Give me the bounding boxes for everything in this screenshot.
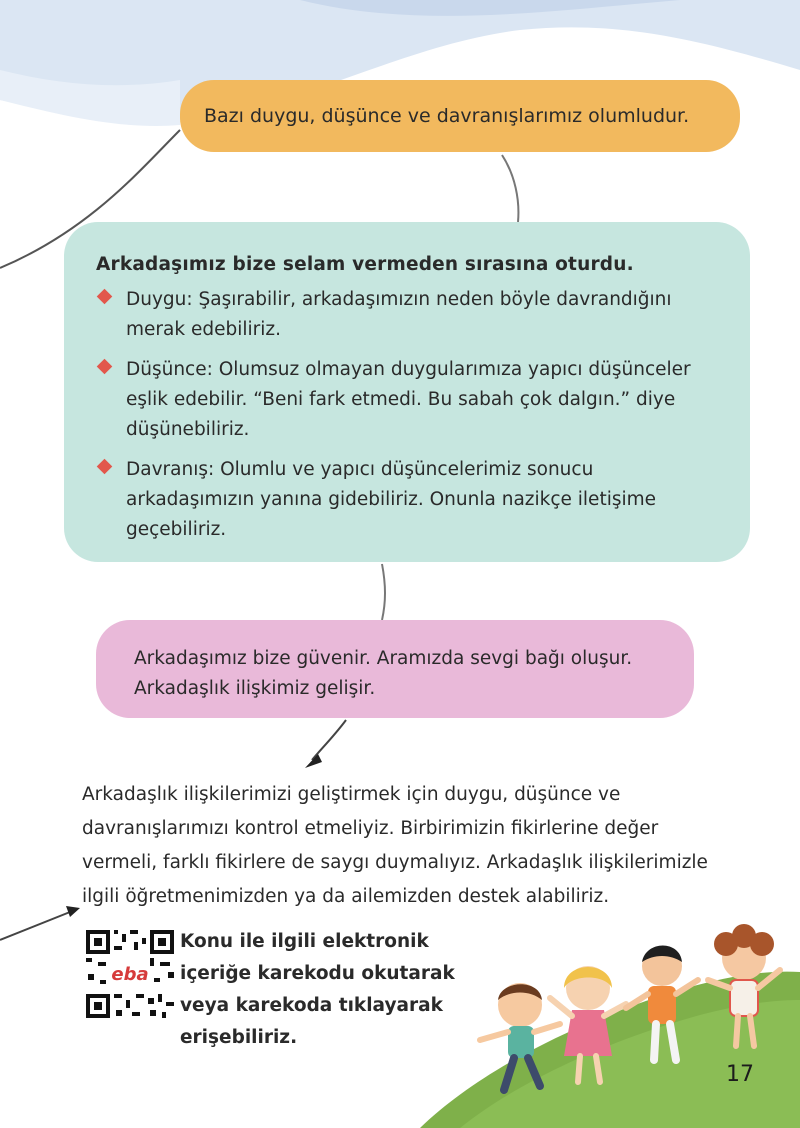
bullet-text: Duygu: Şaşırabilir, arkadaşımızın neden böyle davrandığını merak edebiliriz. xyxy=(126,289,672,340)
arrow-icon xyxy=(66,906,80,917)
bullet-item-feeling xyxy=(96,285,720,345)
diamond-bullet-icon xyxy=(97,289,113,305)
bullet-item-behavior xyxy=(96,455,720,545)
connector-line xyxy=(0,912,70,940)
connector-line xyxy=(312,720,346,760)
bullet-item-thought xyxy=(96,355,720,445)
diamond-bullet-icon xyxy=(97,359,113,375)
page-number: 17 xyxy=(726,1062,754,1087)
connector-line xyxy=(382,564,385,620)
result-text: Arkadaşımız bize güvenir. Aramızda sevgi bağı oluşur. Arkadaşlık ilişkimiz gelişir. xyxy=(134,648,633,699)
qr-caption: Konu ile ilgili elektronik içeriğe karekodu okutarak veya karekoda tıklayarak erişebiliriz. xyxy=(180,931,455,1048)
qr-code-icon[interactable] xyxy=(84,928,176,1020)
summary-paragraph: Arkadaşlık ilişkilerimizi geliştirmek için duygu, düşünce ve davranışlarımızı kontrol etmeliyiz. Birbirimizin fikirlerine değer vermeli, farklı fikirlere de saygı duymalıyız. Arkadaşlık ilişkilerimizle ilgili öğretmenimizden ya da ailemizden destek alabiliriz. xyxy=(82,784,708,907)
positive-statement-text: Bazı duygu, düşünce ve davranışlarımız olumludur. xyxy=(204,105,690,127)
connector-line xyxy=(502,155,518,222)
qr-logo-text: eba xyxy=(111,964,149,985)
arrow-icon xyxy=(305,754,322,768)
diamond-bullet-icon xyxy=(97,459,113,475)
children-illustration xyxy=(400,900,800,1128)
scenario-box xyxy=(64,222,750,562)
positive-statement-box xyxy=(180,80,740,152)
result-box xyxy=(96,620,694,718)
bullet-text: Düşünce: Olumsuz olmayan duygularımıza yapıcı düşünceler eşlik edebilir. “Beni fark etmedi. Bu sabah çok dalgın.” diye düşünebiliriz. xyxy=(126,359,691,440)
scenario-title: Arkadaşımız bize selam vermeden sırasına oturdu. xyxy=(96,254,634,275)
bullet-text: Davranış: Olumlu ve yapıcı düşüncelerimiz sonucu arkadaşımızın yanına gidebiliriz. Onunla nazikçe iletişime geçebiliriz. xyxy=(126,459,657,540)
